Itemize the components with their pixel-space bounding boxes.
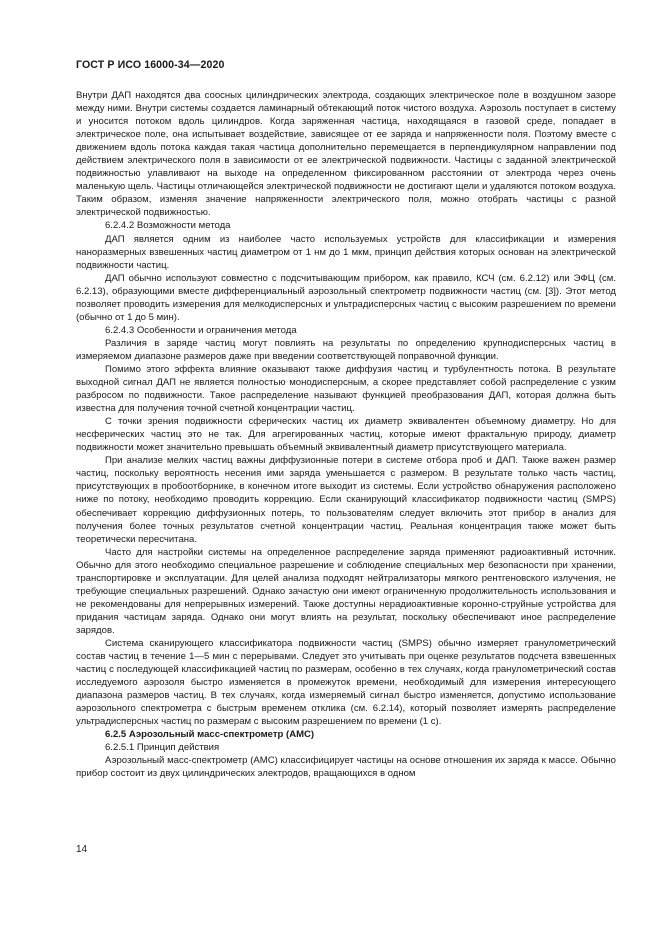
paragraph-dap-usage: ДАП обычно используют совместно с подсчитывающим прибором, как правило, КСЧ (см. 6.2.12) или ЭФЦ (см. 6.2.13), образующими вместе дифференциальный аэрозольный спектрометр подвижности частиц (см. [3]). Этот метод позволяет проводить измерения для мелкодисперсных и ультрадисперсных частиц с высоким разрешением по времени (обычно от 1 до 5 мин).: [76, 272, 616, 323]
section-heading-6-2-4-2: 6.2.4.2 Возможности метода: [105, 220, 231, 232]
page-number: 14: [76, 844, 88, 855]
paragraph-ams-principle: Аэрозольный масс-спектрометр (АМС) классифицирует частицы на основе отношения их заряда к массе. Обычно прибор состоит из двух цилиндрических электродов, вращающихся в одном: [76, 755, 616, 780]
section-heading-6-2-5-1: 6.2.5.1 Принцип действия: [105, 742, 220, 754]
document-body: [76, 89, 616, 780]
paragraph-mobility-diameter: С точки зрения подвижности сферических частиц их диаметр эквивалентен объемному диаметру. Но для несферических частиц это не так. Для агрегированных частиц, которые имеют фрактальную природу, диаметр подвижности может значительно превышать объемный эквивалентный диаметр присутствующего материала.: [76, 416, 616, 454]
paragraph-dap-principle: Внутри ДАП находятся два соосных цилиндрических электрода, создающих электрическое поле в воздушном зазоре между ними. Внутри системы создается ламинарный обтекающий поток чистого воздуха. Аэрозоль поступает в систему и уносится потоком вдоль цилиндров. Когда заряженная частица, находящаяся в газовой среде, попадает в электрическое поле, она испытывает воздействие, зависящее от ее заряда и напряженности поля. Поэтому вместе с движением вдоль потока каждая такая частица дополнительно перемещается в перпендикулярном направлении под действием электрического поля в зависимости от ее электрической подвижности. Частицы с заданной электрической подвижностью улавливают на выходе на определенном фиксированном расстоянии от электрода через очень маленькую щель. Частицы отличающейся электрической подвижности не достигают щели и удаляются потоком воздуха. Таким образом, изменяя значение напряженности электрического поля, можно отобрать частицы с разной электрической подвижностью.: [76, 90, 616, 219]
paragraph-diffusion-turbulence: Помимо этого эффекта влияние оказывают также диффузия частиц и турбулентность потока. В результате выходной сигнал ДАП не является полностью монодисперсным, а скорее представляет собой распределение с узким разбросом по подвижности. Такое распределение называют функцией преобразования ДАП, которая должна быть известна для получения точной счетной концентрации частиц.: [76, 363, 616, 415]
paragraph-radioactive-source: Часто для настройки системы на определенное распределение заряда применяют радиоактивный источник. Обычно для этого необходимо специальное разрешение и соблюдение специальных мер безопасности при хранении, транспортировке и эксплуатации. Для целей анализа подходят нейтрализаторы мягкого рентгеновского излучения, не требующие специальных разрешений. Однако зачастую они имеют ограниченную продолжительность использования и не рекомендованы для непрерывных измерений. Также доступны нерадиоактивные коронно-струйные устройства для придания частицам заряда. Однако они могут влиять на результат, поскольку обеспечивают иное распределение зарядов.: [76, 546, 616, 636]
paragraph-charge-differences: Различия в заряде частиц могут повлиять на результаты по определению крупнодисперсных частиц в измеряемом диапазоне размеров даже при введении соответствующей поправочной функции.: [76, 337, 616, 362]
section-heading-6-2-5: 6.2.5 Аэрозольный масс-спектрометр (АМС): [105, 729, 315, 741]
paragraph-diffusion-losses: При анализе мелких частиц важны диффузионные потери в системе отбора проб и ДАП. Также важен размер частиц, поскольку вероятность несения ими заряда уменьшается с размером. В результате только часть частиц, присутствующих в пробоотборнике, в конечном итоге выходит из системы. Если устройство обнаружения расположено ниже по потоку, необходимо проводить коррекцию. Если сканирующий классификатор подвижности частиц (SMPS) обеспечивает коррекцию диффузионных потерь, то пользователям следует включить этот прибор в анализ для получения более точных результатов счетной концентрации частиц. Реальная концентрация также может быть теоретически пересчитана.: [76, 455, 616, 545]
paragraph-smps-timing: Система сканирующего классификатора подвижности частиц (SMPS) обычно измеряет гранулометрический состав частиц в течение 1—5 мин с перерывами. Следует это учитывать при оценке результатов подсчета взвешенных частиц с последующей классификацией частиц по размерам, особенно в тех случаях, когда гранулометрический состав исследуемого аэрозоля быстро изменяется в промежуток времени, необходимый для измерения интересующего диапазона размеров частиц. В тех случаях, когда измеряемый сигнал быстро изменяется, допустимо использование аэрозольного спектрометра с быстрым временем отклика (см. 6.2.14), который позволяет измерять распределение ультрадисперсных частиц по размерам с высоким разрешением по времени (1 с).: [76, 637, 616, 728]
paragraph-dap-capabilities: ДАП является одним из наиболее часто используемых устройств для классификации и измерения наноразмерных взвешенных частиц диаметром от 1 нм до 1 мкм, принцип действия которых основан на электрической подвижности частиц.: [76, 233, 616, 271]
section-heading-6-2-4-3: 6.2.4.3 Особенности и ограничения метода: [105, 324, 297, 336]
document-standard-title: ГОСТ Р ИСО 16000-34—2020: [76, 59, 225, 71]
